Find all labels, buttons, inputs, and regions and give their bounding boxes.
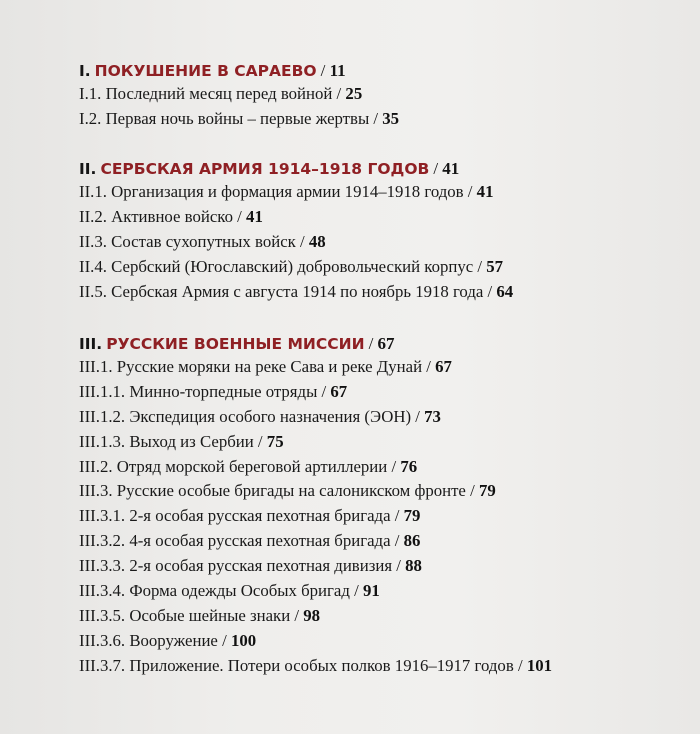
toc-entry-title: III.1. Русские моряки на реке Сава и реке Дунай xyxy=(79,357,423,376)
toc-entry-title: I.1. Последний месяц перед войной xyxy=(79,84,333,103)
section-page-number: 41 xyxy=(442,159,460,178)
toc-entry[interactable] xyxy=(79,255,689,280)
toc-entry[interactable] xyxy=(79,355,689,380)
toc-entry-title: III.1.1. Минно-торпедные отряды xyxy=(79,381,318,401)
toc-entry[interactable] xyxy=(79,654,689,679)
page-separator: / xyxy=(387,456,401,476)
toc-entry[interactable] xyxy=(79,455,689,480)
toc-entry[interactable] xyxy=(79,280,689,305)
page-separator: / xyxy=(332,84,346,103)
section-entries xyxy=(79,180,689,304)
page-separator: / xyxy=(295,231,309,251)
toc-entry-page: 100 xyxy=(230,630,257,650)
toc-entry[interactable] xyxy=(79,107,689,132)
toc-entry-page: 88 xyxy=(405,556,422,576)
section-number: III. xyxy=(79,335,103,353)
section-title: ПОКУШЕНИЕ В САРАЕВО xyxy=(94,62,317,80)
toc-entry-title: III.3.3. 2-я особая русская пехотная дивизия xyxy=(79,556,393,576)
page-separator: / xyxy=(390,531,404,551)
toc-entry[interactable] xyxy=(79,529,689,554)
toc-entry-title: III.2. Отряд морской береговой артиллерии xyxy=(79,456,388,476)
toc-entry[interactable] xyxy=(79,230,689,255)
toc-entry[interactable] xyxy=(79,554,689,579)
toc-entry-title: III.3.4. Форма одежды Особых бригад xyxy=(79,581,350,601)
page-separator: / xyxy=(217,630,231,650)
toc-entry[interactable] xyxy=(79,504,689,529)
toc-entry[interactable] xyxy=(79,82,689,107)
section-heading[interactable] xyxy=(79,58,689,84)
page-separator: / xyxy=(368,334,378,353)
toc-entry[interactable] xyxy=(79,380,689,405)
page-separator: / xyxy=(317,381,331,401)
page-separator: / xyxy=(232,206,247,226)
toc-entry-page: 41 xyxy=(476,182,494,201)
toc-entry-page: 79 xyxy=(403,506,421,526)
toc-entry-page: 76 xyxy=(400,456,418,476)
page-separator: / xyxy=(320,61,330,80)
toc-entry-page: 25 xyxy=(345,84,363,103)
toc-entry-page: 75 xyxy=(266,431,284,451)
toc-entry[interactable] xyxy=(79,579,689,604)
page-separator: / xyxy=(422,357,436,376)
page-separator: / xyxy=(473,256,487,276)
toc-entry[interactable] xyxy=(79,629,689,654)
toc-section-1 xyxy=(79,58,689,132)
page-separator: / xyxy=(483,281,497,301)
toc-section-2 xyxy=(79,156,689,304)
page-separator: / xyxy=(369,108,383,128)
section-entries xyxy=(79,82,689,132)
toc-entry-page: 91 xyxy=(362,581,380,601)
toc-entry-title: III.1.2. Экспедиция особого назначения (ЭОН) xyxy=(79,406,412,426)
section-heading[interactable] xyxy=(79,331,689,357)
page-separator: / xyxy=(253,431,267,451)
page-separator: / xyxy=(392,556,406,576)
toc-entry-title: II.4. Сербский (Югославский) добровольческий корпус xyxy=(79,256,474,276)
page-separator: / xyxy=(465,481,479,501)
toc-entry-page: 73 xyxy=(424,406,441,426)
toc-entry-title: II.1. Организация и формация армии 1914–1918 годов xyxy=(79,182,464,201)
toc-entry[interactable] xyxy=(79,180,689,205)
page-separator: / xyxy=(463,182,477,201)
section-page-number: 11 xyxy=(329,61,346,80)
toc-entry-title: III.3.2. 4-я особая русская пехотная бригада xyxy=(79,531,391,551)
toc-entry-page: 86 xyxy=(403,531,421,551)
page-separator: / xyxy=(433,159,443,178)
toc-entry[interactable] xyxy=(79,430,689,455)
section-heading[interactable] xyxy=(79,156,689,182)
toc-entry-title: III.3. Русские особые бригады на салоникском фронте xyxy=(79,481,466,501)
toc-entry-page: 41 xyxy=(246,206,263,226)
section-page-number: 67 xyxy=(377,334,395,353)
toc-entry-title: III.3.6. Вооружение xyxy=(79,630,218,650)
toc-entry-page: 79 xyxy=(478,481,496,501)
toc-entry-page: 67 xyxy=(435,357,452,376)
page-separator: / xyxy=(411,406,425,426)
toc-entry-title: III.3.1. 2-я особая русская пехотная бригада xyxy=(79,506,391,526)
toc-entry-title: II.3. Состав сухопутных войск xyxy=(79,231,296,251)
page-separator: / xyxy=(390,506,404,526)
section-title: СЕРБСКАЯ АРМИЯ 1914–1918 ГОДОВ xyxy=(100,160,430,178)
section-number: I. xyxy=(79,62,91,80)
toc-entry[interactable] xyxy=(79,405,689,430)
toc-entry-title: I.2. Первая ночь войны – первые жертвы xyxy=(79,108,370,128)
toc-entry-page: 35 xyxy=(382,108,400,128)
toc-entry[interactable] xyxy=(79,479,689,504)
page-separator: / xyxy=(513,655,527,675)
section-number: II. xyxy=(79,160,97,178)
toc-entry[interactable] xyxy=(79,604,689,629)
toc-entry-page: 48 xyxy=(308,231,326,251)
toc-entry-page: 64 xyxy=(496,281,514,301)
toc-entry[interactable] xyxy=(79,205,689,230)
toc-entry-title: III.1.3. Выход из Сербии xyxy=(79,431,254,451)
section-title: РУССКИЕ ВОЕННЫЕ МИССИИ xyxy=(106,335,365,353)
toc-entry-page: 57 xyxy=(486,256,504,276)
toc-entry-title: II.2. Активное войско xyxy=(79,206,233,226)
toc-entry-title: III.3.5. Особые шейные знаки xyxy=(79,605,291,625)
toc-entry-page: 101 xyxy=(526,655,552,675)
toc-section-3 xyxy=(79,331,689,679)
toc-entry-title: II.5. Сербская Армия с августа 1914 по ноябрь 1918 года xyxy=(79,281,484,301)
page-separator: / xyxy=(349,581,363,601)
toc-entry-page: 67 xyxy=(330,381,348,401)
toc-entry-page: 98 xyxy=(303,605,321,625)
toc-entry-title: III.3.7. Приложение. Потери особых полков 1916–1917 годов xyxy=(79,655,514,675)
section-entries xyxy=(79,355,689,679)
page-separator: / xyxy=(290,605,304,625)
